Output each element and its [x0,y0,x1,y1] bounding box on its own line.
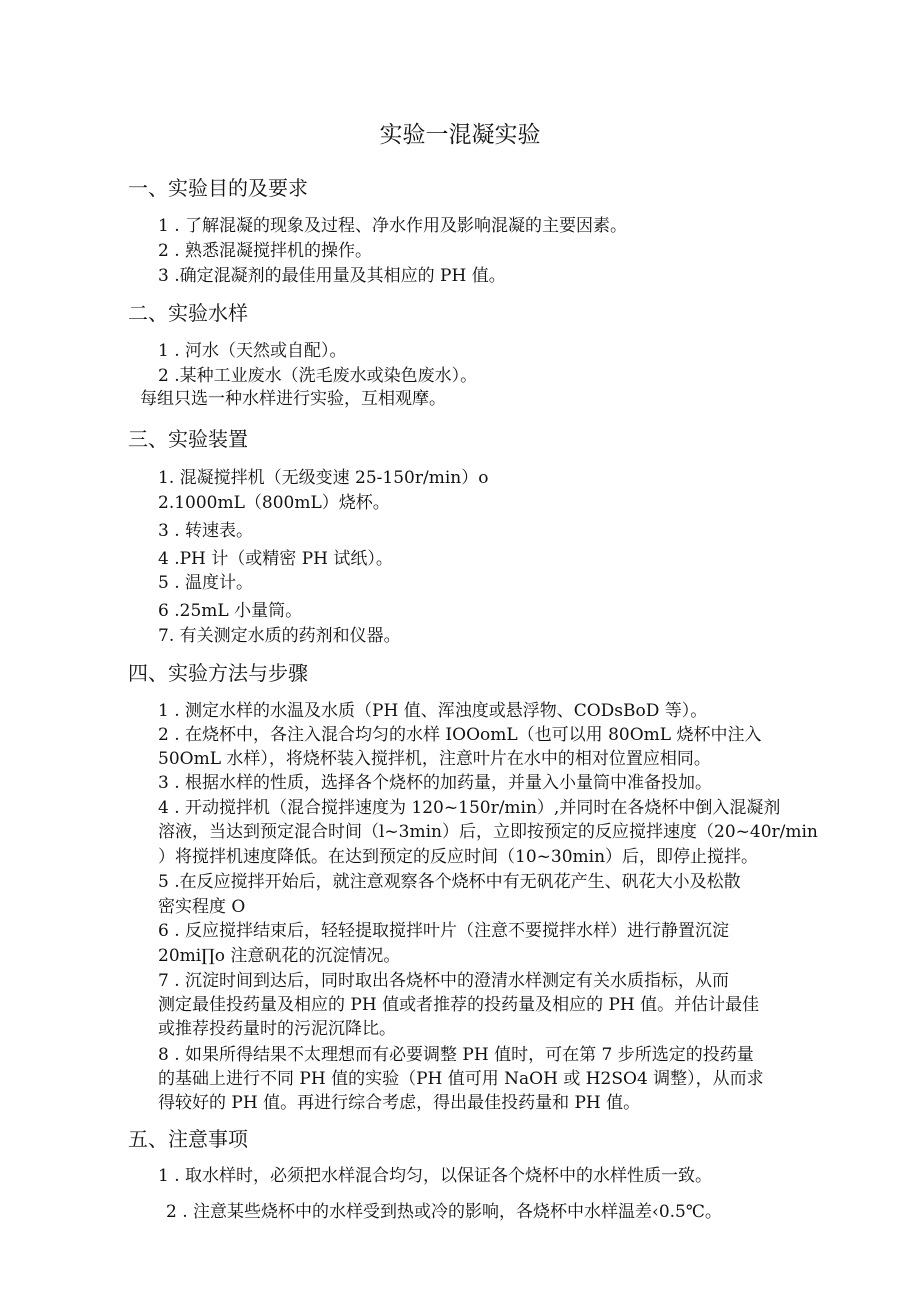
paragraph-line: 溶液，当达到预定混合时间（l~3min）后，立即按预定的反应搅拌速度（20~40r/min [158,822,818,842]
paragraph-line: 20mi∏o 注意矾花的沉淀情况。 [158,946,401,966]
section-heading-apparatus: 三、实验装置 [128,427,248,451]
paragraph-line: 得较好的 PH 值。再进行综合考虑，得出最佳投药量和 PH 值。 [158,1093,641,1113]
paragraph-line: 5 .在反应搅拌开始后，就注意观察各个烧杯中有无矾花产生、矾花大小及松散 [158,872,741,892]
paragraph-line: 或推荐投药量时的污泥沉降比。 [158,1019,396,1039]
list-item: 3 . 转速表。 [158,521,254,541]
paragraph-line: 密实程度 O [158,897,246,917]
paragraph-line: 的基础上进行不同 PH 值的实验（PH 值可用 NaOH 或 H2SO4 调整），从而求 [158,1069,764,1089]
list-item: 1 . 了解混凝的现象及过程、净水作用及影响混凝的主要因素。 [158,216,628,236]
list-item: 2 . 熟悉混凝搅拌机的操作。 [158,241,373,261]
paragraph-line: 4 . 开动搅拌机（混合搅拌速度为 120~150r/min）,并同时在各烧杯中倒入混凝剂 [158,798,781,818]
paragraph-line: ）将搅拌机速度降低。在达到预定的反应时间（10~30min）后，即停止搅拌。 [158,847,759,867]
list-item: 3 .确定混凝剂的最佳用量及其相应的 PH 值。 [158,266,506,286]
list-item: 2.1000mL（800mL）烧杯。 [158,493,390,513]
list-item: 4 .PH 计（或精密 PH 试纸）。 [158,549,393,569]
list-item: 1 . 取水样时，必须把水样混合均匀，以保证各个烧杯中的水样性质一致。 [158,1166,713,1186]
paragraph-line: 3 . 根据水样的性质，选择各个烧杯的加药量，并量入小量筒中准备投加。 [158,773,713,793]
paragraph-line: 6 . 反应搅拌结束后，轻轻提取搅拌叶片（注意不要搅拌水样）进行静置沉淀 [158,921,730,941]
list-item: 2 . 注意某些烧杯中的水样受到热或冷的影响，各烧杯中水样温差‹0.5℃。 [166,1202,722,1222]
section-heading-precautions: 五、注意事项 [128,1127,248,1151]
list-item: 1. 混凝搅拌机（无级变速 25-150r/min）o [158,468,489,488]
paragraph-line: 2 . 在烧杯中，各注入混合均匀的水样 IOOomL（也可以用 80OmL 烧杯中注入 [158,725,762,745]
section-heading-objectives: 一、实验目的及要求 [128,176,308,200]
section-note: 每组只选一种水样进行实验，互相观摩。 [140,389,446,409]
document-title: 实验一混凝实验 [379,122,541,148]
paragraph-line: 1 . 测定水样的水温及水质（PH 值、浑浊度或悬浮物、CODsBoD 等）。 [158,701,708,721]
list-item: 7. 有关测定水质的药剂和仪器。 [158,626,401,646]
list-item: 2 .某种工业废水（洗毛废水或染色废水）。 [158,366,478,386]
paragraph-line: 7 . 沉淀时间到达后，同时取出各烧杯中的澄清水样测定有关水质指标，从而 [158,971,730,991]
section-heading-samples: 二、实验水样 [128,301,248,325]
paragraph-line: 50OmL 水样），将烧杯装入搅拌机，注意叶片在水中的相对位置应相同。 [158,749,711,769]
paragraph-line: 8 . 如果所得结果不太理想而有必要调整 PH 值时，可在第 7 步所选定的投药量 [158,1045,754,1065]
list-item: 5 . 温度计。 [158,573,254,593]
list-item: 6 .25mL 小量筒。 [158,601,303,621]
paragraph-line: 测定最佳投药量及相应的 PH 值或者推荐的投药量及相应的 PH 值。并估计最佳 [158,995,760,1015]
section-heading-procedure: 四、实验方法与步骤 [128,661,308,685]
list-item: 1 . 河水（天然或自配）。 [158,341,347,361]
